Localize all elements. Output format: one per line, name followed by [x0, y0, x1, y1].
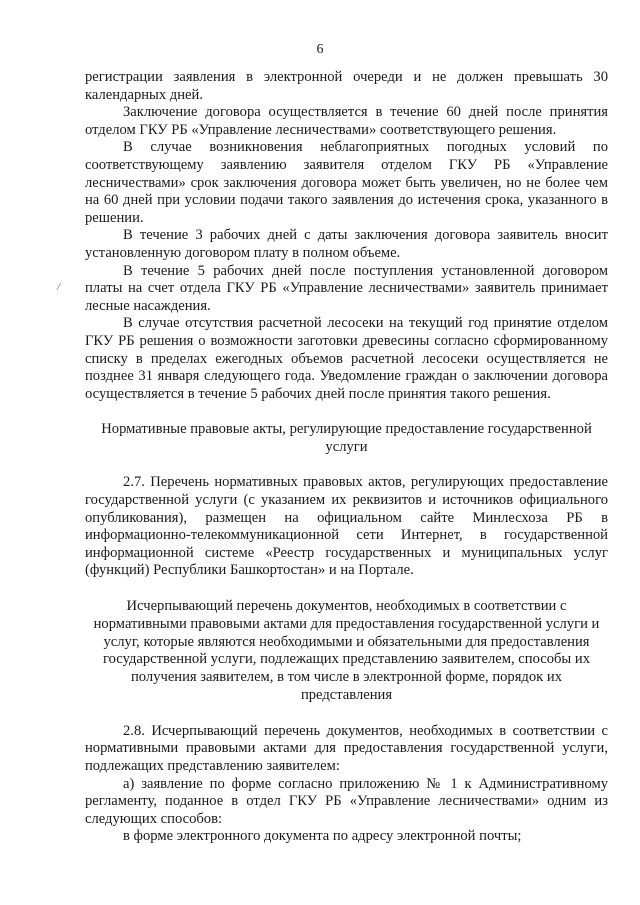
page-number: 6 [316, 42, 324, 57]
paragraph-2-7: 2.7. Перечень нормативных правовых актов, регулирующих предоставление государственной услуги (с указанием их реквизитов и источников официального опубликования), размещен на официальном сайте Минлесхоза РБ в информационно-телекоммуникационной сети Интернет, в государственной информационной системе «Реестр государственных и муниципальных услуг (функций) Республики Башкортостан» и на Портале. [85, 474, 608, 579]
section-heading-documents: Исчерпывающий перечень документов, необходимых в соответствии с нормативными правовыми актами для предоставления государственной услуги и услуг, которые являются необходимыми и обязательными для предоставления государственной услуги, подлежащих представлению заявителем, способы их получения заявителем, в том числе в электронной форме, порядок их представления [93, 598, 600, 704]
document-body [85, 69, 608, 846]
paragraph-continuation: регистрации заявления в электронной очереди и не должен превышать 30 календарных дней. [85, 69, 608, 103]
section-heading-legal-acts: Нормативные правовые акты, регулирующие предоставление государственной услуги [101, 421, 592, 455]
paragraph-acceptance: В течение 5 рабочих дней после поступления установленной договором платы на счет отдела ГКУ РБ «Управление лесничествами» заявитель принимает лесные насаждения. [85, 262, 608, 314]
margin-mark: / [57, 281, 61, 293]
list-item-application: а) заявление по форме согласно приложению № 1 к Административному регламенту, поданное в отдел ГКУ РБ «Управление лесничествами» одним из следующих способов: [85, 775, 608, 827]
paragraph-contract-term: Заключение договора осуществляется в течение 60 дней после принятия отделом ГКУ РБ «Управление лесничествами» соответствующего решения. [85, 104, 608, 138]
paragraph-no-cutting-area: В случае отсутствия расчетной лесосеки на текущий год принятие отделом ГКУ РБ решения о возможности заготовки древесины согласно сформированному списку в пределах ежегодных объемов расчетной лесосеки осуществляется не позднее 31 января следующего года. Уведомление граждан о заключении договора осуществляется в течение 5 рабочих дней после принятия такого решения. [85, 315, 608, 402]
paragraph-payment: В течение 3 рабочих дней с даты заключения договора заявитель вносит установленную договором плату в полном объеме. [85, 227, 608, 261]
list-item-email: в форме электронного документа по адресу электронной почты; [123, 828, 522, 845]
paragraph-2-8: 2.8. Исчерпывающий перечень документов, необходимых в соответствии с нормативными правовыми актами для предоставления государственной услуги, подлежащих представлению заявителем: [85, 722, 608, 774]
paragraph-weather-extension: В случае возникновения неблагоприятных погодных условий по соответствующему заявлению заявителя отделом ГКУ РБ «Управление лесничествами» срок заключения договора может быть увеличен, но не более чем на 60 дней при условии подачи такого заявления до истечения срока, указанного в решении. [85, 139, 608, 226]
